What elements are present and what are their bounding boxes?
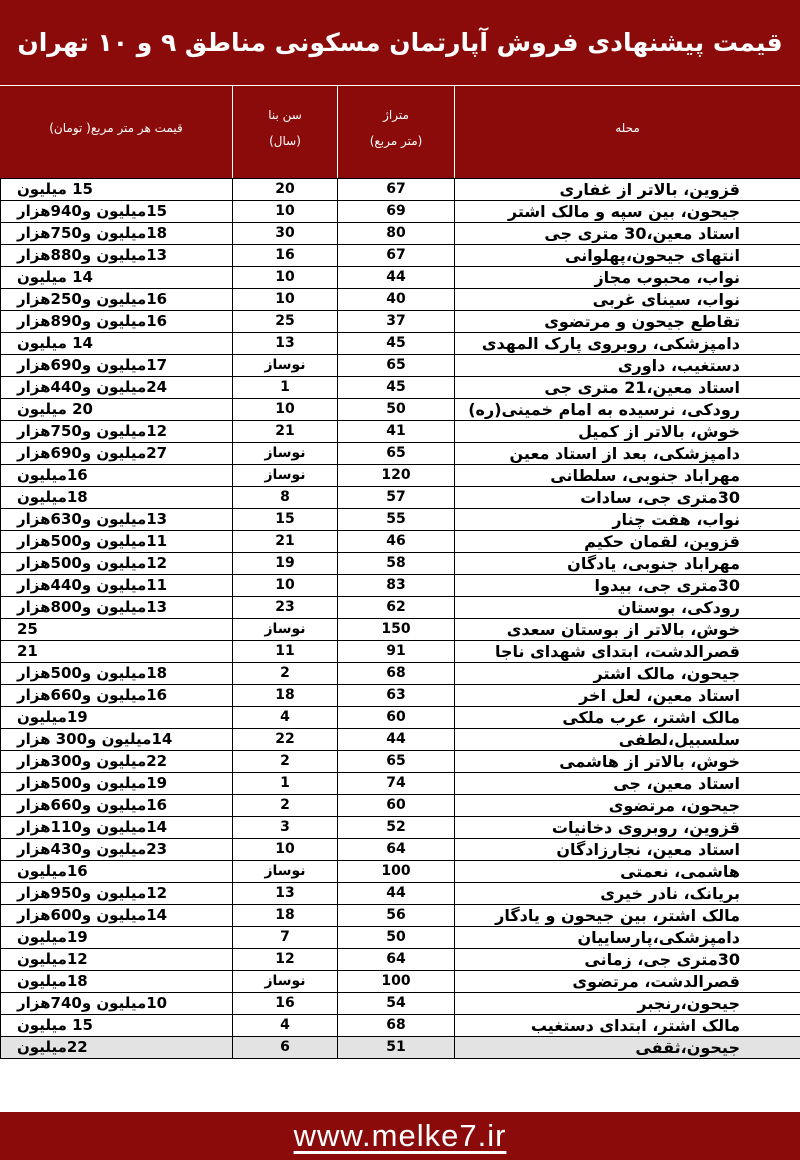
table-header bbox=[0, 86, 800, 178]
table-row bbox=[1, 399, 800, 421]
table-row bbox=[1, 773, 800, 795]
cell-age: 7 bbox=[233, 927, 338, 949]
cell-price: 18میلیون و750هزار bbox=[1, 223, 233, 245]
cell-age: 18 bbox=[233, 685, 338, 707]
cell-price: 22میلیون و300هزار bbox=[1, 751, 233, 773]
table-row bbox=[1, 1037, 800, 1059]
table-row bbox=[1, 949, 800, 971]
cell-age: 12 bbox=[233, 949, 338, 971]
cell-age: نوساز bbox=[233, 861, 338, 883]
cell-age: 22 bbox=[233, 729, 338, 751]
cell-area: جیحون،ثقفی bbox=[455, 1037, 800, 1059]
cell-age: نوساز bbox=[233, 443, 338, 465]
cell-price: 11میلیون و440هزار bbox=[1, 575, 233, 597]
cell-age: 10 bbox=[233, 289, 338, 311]
table-row bbox=[1, 839, 800, 861]
header-size bbox=[337, 86, 454, 178]
cell-price: 12میلیون و500هزار bbox=[1, 553, 233, 575]
table-row bbox=[1, 817, 800, 839]
cell-price: 27میلیون و690هزار bbox=[1, 443, 233, 465]
cell-area: نواب، محبوب مجاز bbox=[455, 267, 800, 289]
table-row bbox=[1, 487, 800, 509]
cell-price: 10میلیون و740هزار bbox=[1, 993, 233, 1015]
cell-area: استاد معین، لعل اخر bbox=[455, 685, 800, 707]
cell-size: 69 bbox=[338, 201, 455, 223]
table-row bbox=[1, 509, 800, 531]
cell-size: 65 bbox=[338, 355, 455, 377]
table-row bbox=[1, 531, 800, 553]
cell-area: قصرالدشت، مرتضوی bbox=[455, 971, 800, 993]
cell-area: مالک اشتر، بین جیحون و یادگار bbox=[455, 905, 800, 927]
cell-size: 68 bbox=[338, 1015, 455, 1037]
table-row bbox=[1, 993, 800, 1015]
table-row bbox=[1, 1015, 800, 1037]
cell-area: انتهای جیحون،پهلوانی bbox=[455, 245, 800, 267]
table-row bbox=[1, 267, 800, 289]
table-row bbox=[1, 729, 800, 751]
cell-price: 13میلیون و630هزار bbox=[1, 509, 233, 531]
table-row bbox=[1, 619, 800, 641]
cell-age: 30 bbox=[233, 223, 338, 245]
table-row bbox=[1, 223, 800, 245]
cell-area: قزوین، روبروی دخانیات bbox=[455, 817, 800, 839]
cell-area: نواب، سینای غربی bbox=[455, 289, 800, 311]
cell-area: رودکی، بوستان bbox=[455, 597, 800, 619]
cell-size: 37 bbox=[338, 311, 455, 333]
table-row bbox=[1, 553, 800, 575]
cell-age: 19 bbox=[233, 553, 338, 575]
cell-size: 83 bbox=[338, 575, 455, 597]
cell-size: 68 bbox=[338, 663, 455, 685]
cell-area: 30متری جی، زمانی bbox=[455, 949, 800, 971]
cell-price: 13میلیون و800هزار bbox=[1, 597, 233, 619]
table-row bbox=[1, 443, 800, 465]
cell-size: 62 bbox=[338, 597, 455, 619]
cell-price: 13میلیون و880هزار bbox=[1, 245, 233, 267]
cell-size: 60 bbox=[338, 795, 455, 817]
cell-area: خوش، بالاتر از بوستان سعدی bbox=[455, 619, 800, 641]
cell-price: 19میلیون bbox=[1, 707, 233, 729]
table-row bbox=[1, 861, 800, 883]
table-row bbox=[1, 179, 800, 201]
cell-area: مالک اشتر، عرب ملکی bbox=[455, 707, 800, 729]
table-row bbox=[1, 355, 800, 377]
header-price bbox=[0, 86, 232, 178]
cell-area: هاشمی، نعمتی bbox=[455, 861, 800, 883]
table-row bbox=[1, 641, 800, 663]
cell-size: 67 bbox=[338, 245, 455, 267]
table-row bbox=[1, 685, 800, 707]
cell-area: نواب، هفت چنار bbox=[455, 509, 800, 531]
cell-price: 16میلیون و890هزار bbox=[1, 311, 233, 333]
cell-age: 16 bbox=[233, 245, 338, 267]
cell-price: 16میلیون و660هزار bbox=[1, 795, 233, 817]
header-size-label: متراژ bbox=[383, 108, 409, 122]
header-age-label: سن بنا bbox=[268, 108, 302, 122]
header-area-label: محله bbox=[615, 121, 640, 135]
table-row bbox=[1, 795, 800, 817]
cell-age: 15 bbox=[233, 509, 338, 531]
cell-area: رودکی، نرسیده به امام خمینی(ره) bbox=[455, 399, 800, 421]
cell-size: 65 bbox=[338, 751, 455, 773]
cell-age: 21 bbox=[233, 531, 338, 553]
cell-age: 13 bbox=[233, 333, 338, 355]
cell-price: 14میلیون و600هزار bbox=[1, 905, 233, 927]
cell-price: 16میلیون و660هزار bbox=[1, 685, 233, 707]
website-link[interactable]: www.melke7.ir bbox=[293, 1118, 507, 1153]
cell-age: 8 bbox=[233, 487, 338, 509]
cell-area: جیحون، مالک اشتر bbox=[455, 663, 800, 685]
cell-size: 41 bbox=[338, 421, 455, 443]
table-row bbox=[1, 289, 800, 311]
cell-age: 25 bbox=[233, 311, 338, 333]
table-row bbox=[1, 971, 800, 993]
cell-area: دستغیب، داوری bbox=[455, 355, 800, 377]
table-row bbox=[1, 333, 800, 355]
cell-age: 10 bbox=[233, 839, 338, 861]
cell-size: 50 bbox=[338, 399, 455, 421]
cell-area: خوش، بالاتر از هاشمی bbox=[455, 751, 800, 773]
cell-price: 16میلیون و250هزار bbox=[1, 289, 233, 311]
cell-age: 13 bbox=[233, 883, 338, 905]
cell-age: 2 bbox=[233, 751, 338, 773]
cell-age: 21 bbox=[233, 421, 338, 443]
cell-area: استاد معین، جی bbox=[455, 773, 800, 795]
cell-size: 44 bbox=[338, 729, 455, 751]
cell-size: 74 bbox=[338, 773, 455, 795]
cell-age: 3 bbox=[233, 817, 338, 839]
cell-size: 60 bbox=[338, 707, 455, 729]
cell-size: 80 bbox=[338, 223, 455, 245]
cell-age: 10 bbox=[233, 267, 338, 289]
cell-area: استاد معین،21 متری جی bbox=[455, 377, 800, 399]
cell-price: 11میلیون و500هزار bbox=[1, 531, 233, 553]
header-size-unit: (متر مربع) bbox=[369, 134, 423, 148]
cell-age: نوساز bbox=[233, 355, 338, 377]
cell-price: 17میلیون و690هزار bbox=[1, 355, 233, 377]
table-row bbox=[1, 905, 800, 927]
cell-area: جیحون،رنجبر bbox=[455, 993, 800, 1015]
header-age bbox=[232, 86, 337, 178]
cell-size: 40 bbox=[338, 289, 455, 311]
table-row bbox=[1, 201, 800, 223]
cell-area: استاد معین،30 متری جی bbox=[455, 223, 800, 245]
cell-area: مهراباد جنوبی، سلطانی bbox=[455, 465, 800, 487]
table-row bbox=[1, 421, 800, 443]
cell-area: مالک اشتر، ابتدای دستغیب bbox=[455, 1015, 800, 1037]
cell-area: قزوین، لقمان حکیم bbox=[455, 531, 800, 553]
cell-price: 14میلیون و300 هزار bbox=[1, 729, 233, 751]
cell-age: 23 bbox=[233, 597, 338, 619]
cell-price: 24میلیون و440هزار bbox=[1, 377, 233, 399]
cell-size: 150 bbox=[338, 619, 455, 641]
cell-age: 11 bbox=[233, 641, 338, 663]
table-row bbox=[1, 597, 800, 619]
table-row bbox=[1, 311, 800, 333]
cell-age: 2 bbox=[233, 663, 338, 685]
cell-size: 52 bbox=[338, 817, 455, 839]
cell-price: 19میلیون و500هزار bbox=[1, 773, 233, 795]
cell-size: 55 bbox=[338, 509, 455, 531]
cell-price: 12میلیون و750هزار bbox=[1, 421, 233, 443]
table-row bbox=[1, 751, 800, 773]
table-body bbox=[1, 179, 800, 1059]
cell-area: استاد معین، نجارزادگان bbox=[455, 839, 800, 861]
cell-size: 46 bbox=[338, 531, 455, 553]
cell-area: سلسبیل،لطفی bbox=[455, 729, 800, 751]
cell-price: 16میلیون bbox=[1, 465, 233, 487]
cell-size: 57 bbox=[338, 487, 455, 509]
cell-size: 120 bbox=[338, 465, 455, 487]
cell-age: 10 bbox=[233, 399, 338, 421]
cell-price: 12میلیون bbox=[1, 949, 233, 971]
cell-price: 15میلیون و940هزار bbox=[1, 201, 233, 223]
cell-area: دامپزشکی، بعد از استاد معین bbox=[455, 443, 800, 465]
cell-size: 91 bbox=[338, 641, 455, 663]
cell-area: بریانک، نادر خیری bbox=[455, 883, 800, 905]
cell-age: 10 bbox=[233, 575, 338, 597]
cell-area: جیحون، مرتضوی bbox=[455, 795, 800, 817]
header-price-label: قیمت هر متر مربع( تومان) bbox=[49, 121, 183, 135]
cell-age: 20 bbox=[233, 179, 338, 201]
cell-age: 4 bbox=[233, 707, 338, 729]
cell-age: 10 bbox=[233, 201, 338, 223]
cell-area: دامپزشکی، روبروی پارک المهدی bbox=[455, 333, 800, 355]
cell-age: 1 bbox=[233, 773, 338, 795]
table-row bbox=[1, 377, 800, 399]
cell-price: 18میلیون bbox=[1, 487, 233, 509]
cell-price: 12میلیون و950هزار bbox=[1, 883, 233, 905]
cell-size: 63 bbox=[338, 685, 455, 707]
cell-age: نوساز bbox=[233, 619, 338, 641]
cell-price: 14 میلیون bbox=[1, 333, 233, 355]
cell-area: مهراباد جنوبی، یادگان bbox=[455, 553, 800, 575]
cell-age: نوساز bbox=[233, 971, 338, 993]
cell-area: 30متری جی، سادات bbox=[455, 487, 800, 509]
cell-area: تقاطع جیحون و مرتضوی bbox=[455, 311, 800, 333]
table-row bbox=[1, 575, 800, 597]
cell-area: قزوین، بالاتر از غفاری bbox=[455, 179, 800, 201]
cell-size: 100 bbox=[338, 971, 455, 993]
header-area bbox=[454, 86, 800, 178]
cell-price: 16میلیون bbox=[1, 861, 233, 883]
cell-age: 16 bbox=[233, 993, 338, 1015]
cell-age: 18 bbox=[233, 905, 338, 927]
table-row bbox=[1, 245, 800, 267]
cell-price: 15 میلیون bbox=[1, 1015, 233, 1037]
price-table bbox=[0, 178, 800, 1059]
cell-size: 65 bbox=[338, 443, 455, 465]
cell-size: 44 bbox=[338, 883, 455, 905]
cell-size: 64 bbox=[338, 839, 455, 861]
cell-size: 58 bbox=[338, 553, 455, 575]
cell-area: قصرالدشت، ابتدای شهدای ناجا bbox=[455, 641, 800, 663]
cell-size: 100 bbox=[338, 861, 455, 883]
cell-size: 44 bbox=[338, 267, 455, 289]
cell-size: 45 bbox=[338, 333, 455, 355]
cell-age: 6 bbox=[233, 1037, 338, 1059]
cell-price: 19میلیون bbox=[1, 927, 233, 949]
cell-price: 20 میلیون bbox=[1, 399, 233, 421]
table-row bbox=[1, 465, 800, 487]
cell-price: 18میلیون bbox=[1, 971, 233, 993]
cell-price: 23میلیون و430هزار bbox=[1, 839, 233, 861]
cell-age: 4 bbox=[233, 1015, 338, 1037]
cell-price: 18میلیون و500هزار bbox=[1, 663, 233, 685]
cell-price: 14میلیون و110هزار bbox=[1, 817, 233, 839]
cell-area: دامپزشکی،پارساییان bbox=[455, 927, 800, 949]
cell-age: نوساز bbox=[233, 465, 338, 487]
cell-size: 45 bbox=[338, 377, 455, 399]
cell-price: 25 bbox=[1, 619, 233, 641]
cell-size: 51 bbox=[338, 1037, 455, 1059]
cell-price: 15 میلیون bbox=[1, 179, 233, 201]
cell-size: 50 bbox=[338, 927, 455, 949]
cell-price: 14 میلیون bbox=[1, 267, 233, 289]
cell-area: خوش، بالاتر از کمیل bbox=[455, 421, 800, 443]
cell-size: 67 bbox=[338, 179, 455, 201]
cell-age: 1 bbox=[233, 377, 338, 399]
table-row bbox=[1, 707, 800, 729]
header-age-unit: (سال) bbox=[269, 134, 301, 148]
cell-size: 54 bbox=[338, 993, 455, 1015]
cell-size: 64 bbox=[338, 949, 455, 971]
table-row bbox=[1, 663, 800, 685]
table-row bbox=[1, 927, 800, 949]
cell-age: 2 bbox=[233, 795, 338, 817]
cell-price: 22میلیون bbox=[1, 1037, 233, 1059]
cell-area: 30متری جی، بیدوا bbox=[455, 575, 800, 597]
cell-area: جیحون، بین سپه و مالک اشتر bbox=[455, 201, 800, 223]
cell-size: 56 bbox=[338, 905, 455, 927]
footer-bar bbox=[0, 1112, 800, 1160]
page-title: قیمت پیشنهادی فروش آپارتمان مسکونی مناطق ۹ و ۱۰ تهران bbox=[0, 0, 800, 86]
cell-price: 21 bbox=[1, 641, 233, 663]
table-row bbox=[1, 883, 800, 905]
